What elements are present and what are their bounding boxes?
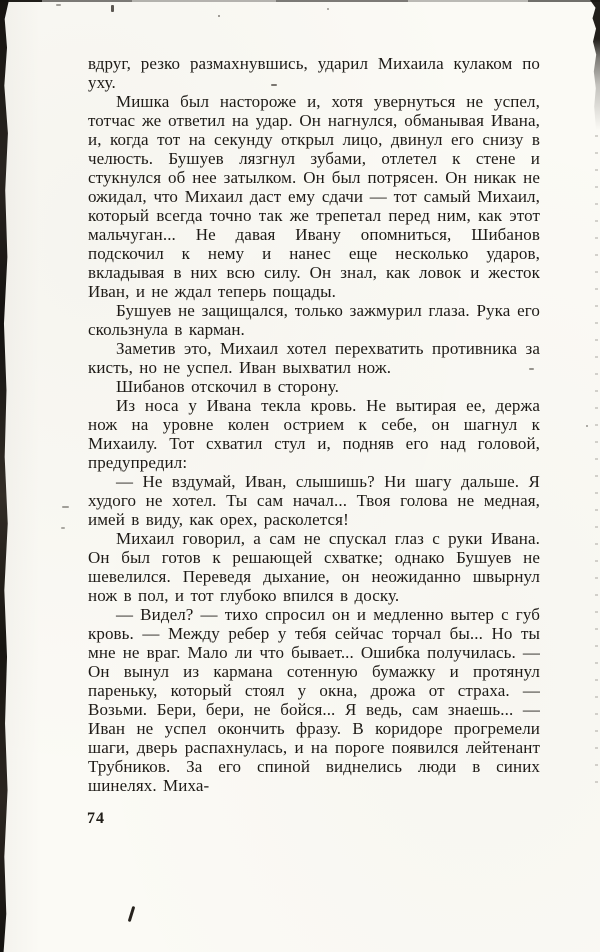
paragraph-dialogue: — Не вздумай, Иван, слышишь? Ни шагу дальше. Я худого не хотел. Ты сам начал... Твоя голова не медная, имей в виду, как орех, расколется!: [88, 472, 540, 529]
dust-speck: [61, 527, 65, 529]
paragraph: Шибанов отскочил в сторону.: [116, 377, 339, 396]
dust-speck: [218, 15, 220, 17]
scan-smudge-top-right: [590, 0, 600, 130]
paragraph: Мишка был настороже и, хотя увернуться не успел, тотчас же ответил на удар. Он нагнулся, обманывая Ивана, и, когда тот на секунду открыл лицо, двинул его снизу в челюсть. Бушуев лязгнул зубами, отлетел к стене и стукнулся об нее затылком. Он был потрясен. Он никак не ожидал, что Михаил даст ему сдачи — тот самый Михаил, который всегда точно так же трепетал перед ним, как этот мальчуган... Не давая Ивану опомниться, Шибанов подскочил к нему и нанес еще несколько ударов, вкладывая в них всю силу. Он знал, как ловок и жесток Иван, и не ждал теперь пощады.: [88, 92, 540, 301]
scan-edge-left: [0, 0, 9, 952]
paragraph: Михаил говорил, а сам не спускал глаз с руки Ивана. Он был готов к решающей схватке; однако Бушуев не шевелился. Переведя дыхание, он неожиданно швырнул нож в пол, и тот глубоко впился в доску.: [88, 529, 540, 605]
scan-edge-top: [0, 0, 600, 2]
dust-speck: [56, 4, 61, 6]
paragraph-dialogue: — Видел? — тихо спросил он и медленно вытер с губ кровь. — Между ребер у тебя сейчас торчал бы... Но ты мне не враг. Мало ли что бывает... Ошибка получилась. — Он вынул из кармана сотенную бумажку и протянул пареньку, который стоял у окна, дрожа от страха. — Возьми. Бери, бери, не бойся... Я ведь, сам знаешь... — Иван не успел окончить фразу. В коридоре прогремели шаги, дверь распахнулась, и на пороге появился лейтенант Трубников. За его спиной виднелись люди в синих шинелях. Миха-: [88, 605, 540, 795]
dust-speck: [586, 425, 588, 427]
paragraph: Заметив это, Михаил хотел перехватить противника за кисть, но не успел. Иван выхватил нож.: [88, 339, 540, 377]
dust-speck: [62, 506, 69, 508]
page-number: 74: [87, 810, 105, 827]
ink-mark: [128, 906, 136, 922]
dust-speck: [327, 8, 329, 10]
page-text-column: [88, 54, 540, 795]
paragraph: Из носа у Ивана текла кровь. Не вытирая ее, держа нож на уровне колен острием к себе, он шагнул к Михаилу. Тот схватил стул и, подняв его над головой, предупредил:: [88, 396, 540, 472]
scan-speckles-right: [595, 135, 598, 795]
paragraph: вдруг, резко размахнувшись, ударил Михаила кулаком по уху.: [88, 54, 540, 92]
dust-speck: [111, 5, 114, 12]
paragraph: Бушуев не защищался, только зажмурил глаза. Рука его скользнула в карман.: [88, 301, 540, 339]
